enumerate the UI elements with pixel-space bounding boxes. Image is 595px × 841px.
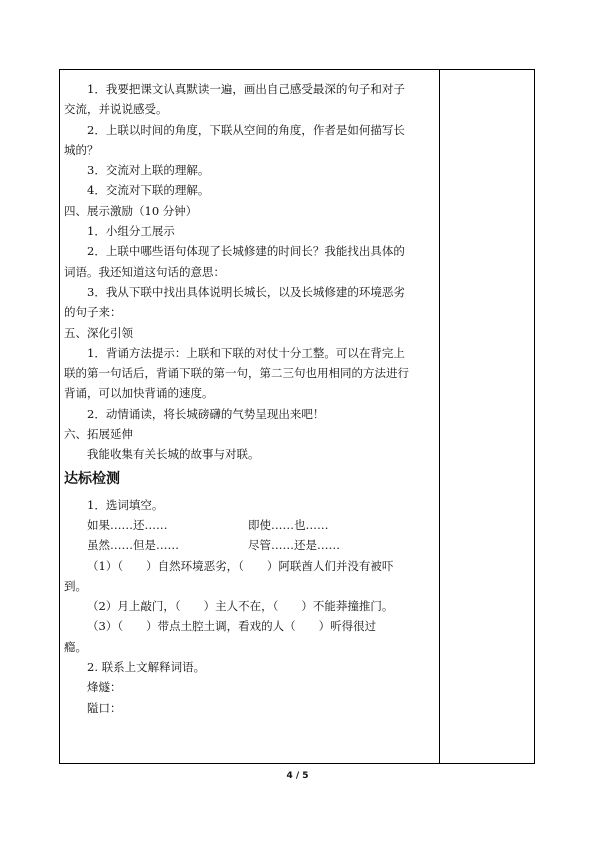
option-row	[64, 515, 434, 535]
text-line: 交流，并说说感受。	[64, 102, 168, 117]
fill-item: 瘾。	[64, 639, 87, 654]
section-heading-extend: 六、拓展延伸	[64, 427, 133, 442]
fill-item: （1）（ ）自然环境恶劣，（ ）阿联酋人们并没有被吓	[87, 558, 394, 573]
text-line: 3．交流对上联的理解。	[87, 163, 210, 178]
fill-item: 到。	[64, 578, 87, 593]
page-number: 4 / 5	[286, 771, 309, 781]
option: 尽管……还是……	[248, 538, 340, 553]
text-line: 的句子来：	[64, 305, 122, 320]
fill-item: （2）月上敲门，（ ）主人不在，（ ）不能莽撞推门。	[87, 599, 394, 614]
section-heading-showcase: 四、展示激励（10 分钟）	[64, 203, 198, 218]
text-line: 2．上联以时间的角度，下联从空间的角度，作者是如何描写长	[87, 122, 405, 137]
text-line: 1．背诵方法提示：上联和下联的对仗十分工整。可以在背完上	[87, 345, 405, 360]
term-aikou: 隘口：	[87, 700, 122, 715]
text-line: 城的？	[64, 142, 99, 157]
question-2: 2. 联系上文解释词语。	[87, 660, 206, 675]
text-line: 2．动情诵读，将长城磅礴的气势呈现出来吧！	[87, 406, 325, 421]
fill-item: （3）（ ）带点土腔土调，看戏的人（ ）听得很过	[87, 619, 377, 634]
section-heading-deepen: 五、深化引领	[64, 325, 133, 340]
question-1: 1．选词填空。	[87, 497, 164, 512]
text-line: 1．小组分工展示	[87, 224, 175, 239]
text-line: 4．交流对下联的理解。	[87, 183, 210, 198]
text-line: 联的第一句话后，背诵下联的第一句，第二三句也用相同的方法进行	[64, 366, 409, 381]
option-row	[64, 535, 434, 555]
text-line: 背诵，可以加快背诵的速度。	[64, 386, 214, 401]
text-line: 3．我从下联中找出具体说明长城长，以及长城修建的环境恶劣	[87, 284, 405, 299]
lesson-content	[64, 79, 434, 718]
text-line: 2．上联中哪些语句体现了长城修建的时间长？我能找出具体的	[87, 244, 405, 259]
table-column-divider	[439, 69, 440, 764]
text-line: 1．我要把课文认真默读一遍，画出自己感受最深的句子和对子	[87, 82, 405, 96]
test-heading: 达标检测	[64, 470, 120, 487]
text-line: 词语。我还知道这句话的意思：	[64, 264, 225, 279]
term-fengsui: 烽燧：	[87, 680, 122, 695]
option: 如果……还……	[87, 517, 168, 532]
text-line: 我能收集有关长城的故事与对联。	[87, 447, 260, 462]
option: 即使……也……	[248, 517, 329, 532]
option: 虽然……但是……	[87, 538, 179, 553]
